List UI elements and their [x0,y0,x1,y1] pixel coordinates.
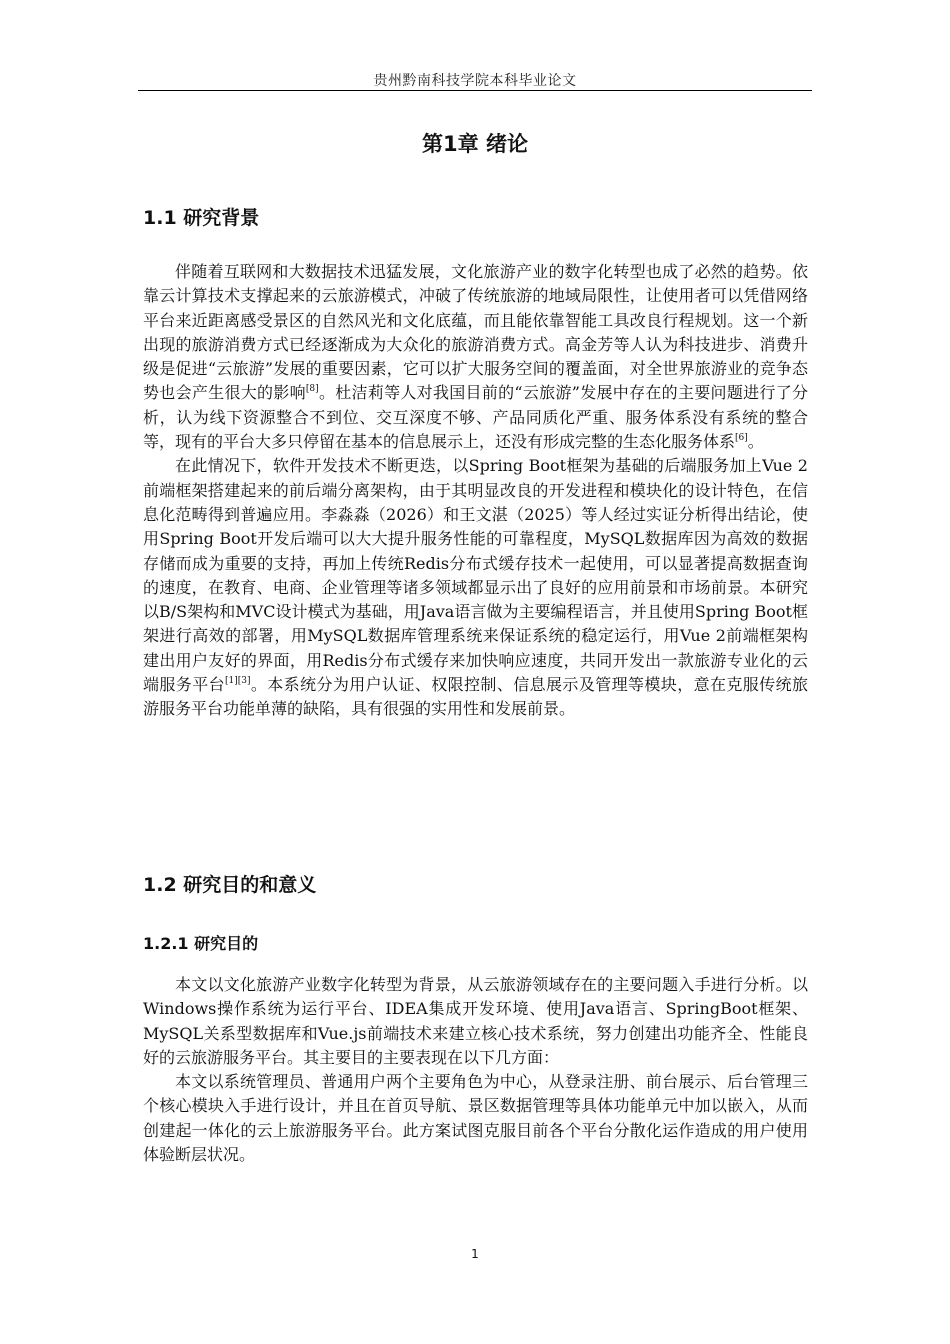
citation: [6] [735,433,748,444]
citation: [8] [305,384,319,395]
paragraph: 伴随着互联网和大数据技术迅猛发展，文化旅游产业的数字化转型也成了必然的趋势。依靠云计算技术支撑起来的云旅游模式，冲破了传统旅游的地域局限性，让使用者可以凭借网络平台来近距离感受景区的自然风光和文化底蕴，而且能依靠智能工具改良行程规划。这一个新出现的旅游消费方式已经逐渐成为大众化的旅游消费方式。高金芳等人认为科技进步、消费升级是促进“云旅游”发展的重要因素，它可以扩大服务空间的覆盖面，对全世界旅游业的竞争态势也会产生很大的影响[8]。杜洁莉等人对我国目前的“云旅游”发展中存在的主要问题进行了分析，认为线下资源整合不到位、交互深度不够、产品同质化严重、服务体系没有系统的整合等，现有的平台大多只停留在基本的信息展示上，还没有形成完整的生态化服务体系[6]。 [143,262,808,452]
header-rule [138,90,812,91]
section-heading-1-1: 1.1 研究背景 [143,207,260,229]
section-1-2-1-body [143,973,808,1167]
paragraph: 本文以文化旅游产业数字化转型为背景，从云旅游领域存在的主要问题入手进行分析。以Windows操作系统为运行平台、IDEA集成开发环境、使用Java语言、SpringBoot框架、MySQL关系型数据库和Vue.js前端技术来建立核心技术系统，努力创建出功能齐全、性能良好的云旅游服务平台。其主要目的主要表现在以下几方面： [143,975,808,1067]
paragraph: 在此情况下，软件开发技术不断更迭，以Spring Boot框架为基础的后端服务加上Vue 2前端框架搭建起来的前后端分离架构，由于其明显改良的开发进程和模块化的设计特色，在信息化范畴得到普遍应用。李淼淼（2026）和王文湛（2025）等人经过实证分析得出结论，使用Spring Boot开发后端可以大大提升服务性能的可靠程度，MySQL数据库因为高效的数据存储而成为重要的支持，再加上传统Redis分布式缓存技术一起使用，可以显著提高数据查询的速度，在教育、电商、企业管理等诸多领域都显示出了良好的应用前景和市场前景。本研究以B/S架构和MVC设计模式为基础，用Java语言做为主要编程语言，并且使用Spring Boot框架进行高效的部署，用MySQL数据库管理系统来保证系统的稳定运行，用Vue 2前端框架构建出用户友好的界面，用Redis分布式缓存来加快响应速度，共同开发出一款旅游专业化的云端服务平台[1][3]。本系统分为用户认证、权限控制、信息展示及管理等模块，意在克服传统旅游服务平台功能单薄的缺陷，具有很强的实用性和发展前景。 [143,456,808,719]
subsection-heading-1-2-1: 1.2.1 研究目的 [143,934,259,953]
paragraph: 本文以系统管理员、普通用户两个主要角色为中心，从登录注册、前台展示、后台管理三个核心模块入手进行设计，并且在首页导航、景区数据管理等具体功能单元中加以嵌入，从而创建起一体化的云上旅游服务平台。此方案试图克服目前各个平台分散化运作造成的用户使用体验断层状况。 [143,1072,808,1165]
running-header: 贵州黔南科技学院本科毕业论文 [373,73,577,89]
chapter-title: 第1章 绪论 [422,132,528,156]
section-heading-1-2: 1.2 研究目的和意义 [143,874,317,896]
page-number: 1 [471,1247,479,1261]
citation: [1][3] [224,676,251,687]
section-1-1-body [143,260,808,722]
